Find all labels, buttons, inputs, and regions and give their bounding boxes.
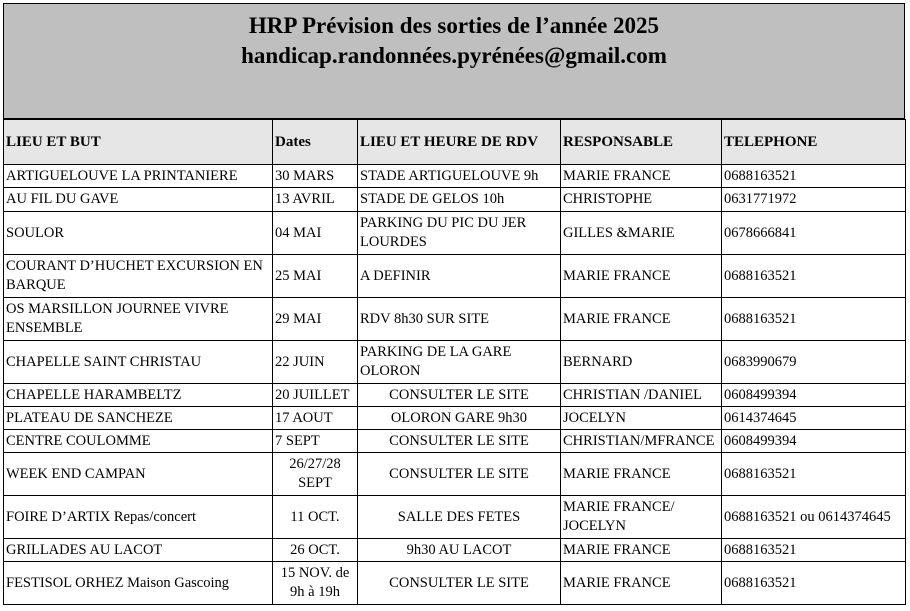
cell-lieu: FESTISOL ORHEZ Maison Gascoing	[4, 562, 273, 605]
title-banner	[3, 3, 905, 119]
cell-telephone: 0614374645	[722, 407, 906, 430]
cell-telephone: 0688163521	[722, 165, 906, 188]
cell-telephone: 0688163521	[722, 539, 906, 562]
cell-telephone: 0678666841	[722, 212, 906, 255]
cell-lieu: COURANT D’HUCHET EXCURSION EN BARQUE	[4, 255, 273, 298]
cell-lieu: FOIRE D’ARTIX Repas/concert	[4, 496, 273, 539]
cell-telephone: 0688163521	[722, 562, 906, 605]
cell-rdv: A DEFINIR	[358, 255, 561, 298]
cell-date: 25 MAI	[273, 255, 358, 298]
cell-lieu: AU FIL DU GAVE	[4, 188, 273, 212]
cell-date: 17 AOUT	[273, 407, 358, 430]
table-row	[4, 453, 906, 496]
cell-date: 29 MAI	[273, 298, 358, 341]
cell-rdv: PARKING DE LA GARE OLORON	[358, 341, 561, 384]
table-header-row	[4, 120, 906, 165]
cell-rdv: CONSULTER LE SITE	[358, 384, 561, 407]
cell-date: 7 SEPT	[273, 430, 358, 453]
cell-telephone: 0608499394	[722, 430, 906, 453]
cell-telephone: 0631771972	[722, 188, 906, 212]
cell-telephone: 0683990679	[722, 341, 906, 384]
header-responsable: RESPONSABLE	[561, 120, 722, 165]
cell-lieu: ARTIGUELOUVE LA PRINTANIERE	[4, 165, 273, 188]
cell-responsable: MARIE FRANCE	[561, 255, 722, 298]
cell-lieu: PLATEAU DE SANCHEZE	[4, 407, 273, 430]
cell-rdv: CONSULTER LE SITE	[358, 562, 561, 605]
cell-date: 26 OCT.	[273, 539, 358, 562]
cell-rdv: OLORON GARE 9h30	[358, 407, 561, 430]
table-row	[4, 539, 906, 562]
cell-lieu: CHAPELLE SAINT CHRISTAU	[4, 341, 273, 384]
cell-responsable: MARIE FRANCE	[561, 298, 722, 341]
cell-telephone: 0688163521 ou 0614374645	[722, 496, 906, 539]
cell-responsable: CHRISTOPHE	[561, 188, 722, 212]
cell-responsable: MARIE FRANCE	[561, 562, 722, 605]
cell-date: 11 OCT.	[273, 496, 358, 539]
table-row	[4, 384, 906, 407]
cell-telephone: 0688163521	[722, 298, 906, 341]
cell-responsable: MARIE FRANCE	[561, 539, 722, 562]
cell-rdv: CONSULTER LE SITE	[358, 430, 561, 453]
cell-responsable: CHRISTIAN /DANIEL	[561, 384, 722, 407]
cell-responsable: MARIE FRANCE/ JOCELYN	[561, 496, 722, 539]
cell-rdv: STADE DE GELOS 10h	[358, 188, 561, 212]
table-row	[4, 562, 906, 605]
cell-rdv: PARKING DU PIC DU JER LOURDES	[358, 212, 561, 255]
cell-lieu: GRILLADES AU LACOT	[4, 539, 273, 562]
cell-date: 30 MARS	[273, 165, 358, 188]
cell-responsable: GILLES &MARIE	[561, 212, 722, 255]
cell-date: 04 MAI	[273, 212, 358, 255]
header-rdv: LIEU ET HEURE DE RDV	[358, 120, 561, 165]
contact-email: handicap.randonnées.pyrénées@gmail.com	[241, 43, 667, 68]
cell-telephone: 0608499394	[722, 384, 906, 407]
cell-rdv: CONSULTER LE SITE	[358, 453, 561, 496]
header-telephone: TELEPHONE	[722, 120, 906, 165]
cell-date: 26/27/28 SEPT	[273, 453, 358, 496]
cell-responsable: MARIE FRANCE	[561, 165, 722, 188]
table-row	[4, 430, 906, 453]
table-row	[4, 165, 906, 188]
table-row	[4, 341, 906, 384]
cell-date: 22 JUIN	[273, 341, 358, 384]
cell-telephone: 0688163521	[722, 255, 906, 298]
cell-lieu: OS MARSILLON JOURNEE VIVRE ENSEMBLE	[4, 298, 273, 341]
cell-telephone: 0688163521	[722, 453, 906, 496]
table-row	[4, 496, 906, 539]
cell-lieu: CENTRE COULOMME	[4, 430, 273, 453]
document-title: HRP Prévision des sorties de l’année 2025	[248, 13, 660, 38]
cell-responsable: MARIE FRANCE	[561, 453, 722, 496]
cell-rdv: RDV 8h30 SUR SITE	[358, 298, 561, 341]
cell-lieu: WEEK END CAMPAN	[4, 453, 273, 496]
outings-table	[3, 119, 906, 605]
cell-date: 13 AVRIL	[273, 188, 358, 212]
cell-date: 15 NOV. de 9h à 19h	[273, 562, 358, 605]
cell-rdv: SALLE DES FETES	[358, 496, 561, 539]
cell-lieu: CHAPELLE HARAMBELTZ	[4, 384, 273, 407]
cell-rdv: 9h30 AU LACOT	[358, 539, 561, 562]
header-dates: Dates	[273, 120, 358, 165]
table-row	[4, 188, 906, 212]
cell-rdv: STADE ARTIGUELOUVE 9h	[358, 165, 561, 188]
cell-responsable: BERNARD	[561, 341, 722, 384]
cell-date: 20 JUILLET	[273, 384, 358, 407]
table-row	[4, 407, 906, 430]
table-row	[4, 255, 906, 298]
cell-responsable: JOCELYN	[561, 407, 722, 430]
cell-lieu: SOULOR	[4, 212, 273, 255]
table-row	[4, 298, 906, 341]
header-lieu: LIEU ET BUT	[4, 120, 273, 165]
cell-responsable: CHRISTIAN/MFRANCE	[561, 430, 722, 453]
table-row	[4, 212, 906, 255]
